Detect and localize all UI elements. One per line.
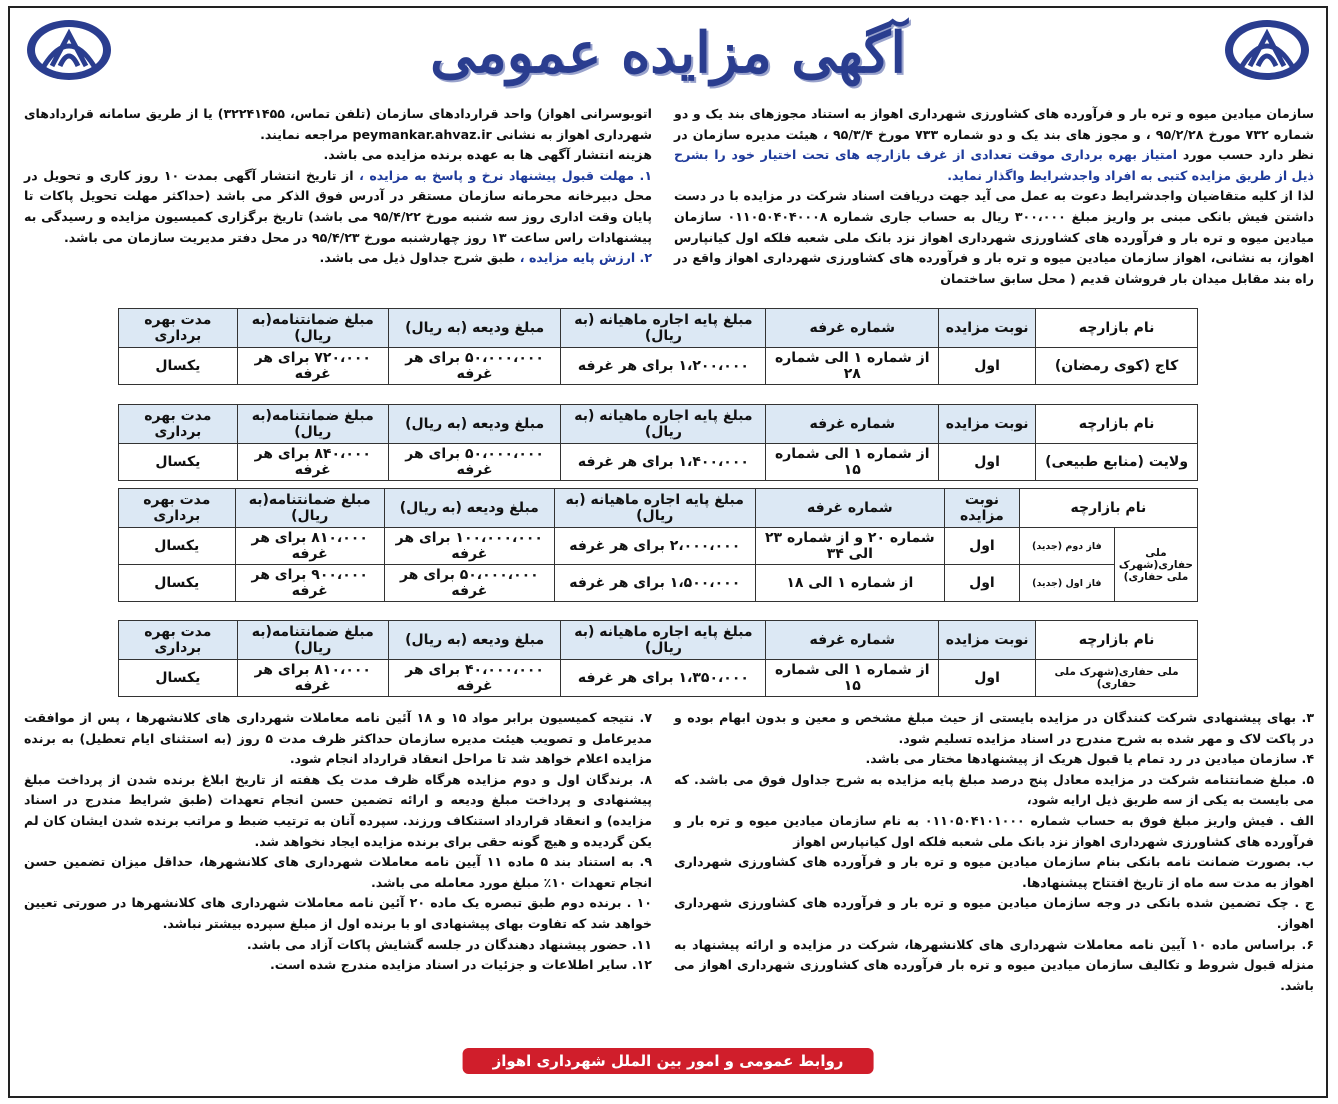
- cell-guarantee: ۷۲۰،۰۰۰ برای هر غرفه: [237, 348, 388, 385]
- cell-round: اول: [939, 660, 1036, 697]
- header-round: نوبت مزایده: [945, 489, 1020, 528]
- intro-highlight: امتیاز بهره برداری موقت تعدادی از غرف بازارچه های تحت اختیار خود را بشرح ذیل از طریق مزایده کتبی به افراد واجدشرایط واگذار نماید.: [674, 147, 1314, 183]
- header-round: نوبت مزایده: [939, 405, 1036, 444]
- cell-phase: فاز اول (جدید): [1019, 565, 1114, 602]
- cell-deposit: ۵۰،۰۰۰،۰۰۰ برای هر غرفه: [388, 348, 561, 385]
- header-deposit: مبلغ ودیعه (به ریال): [388, 405, 561, 444]
- header-booth: شماره غرفه: [766, 405, 939, 444]
- cell-guarantee: ۸۴۰،۰۰۰ برای هر غرفه: [237, 444, 388, 481]
- table-row: [119, 444, 1198, 481]
- header-rent: مبلغ پایه اجاره ماهیانه (به ریال): [561, 405, 766, 444]
- cell-guarantee: ۸۱۰،۰۰۰ برای هر غرفه: [235, 528, 384, 565]
- table-row: [119, 660, 1198, 697]
- header-guarantee: مبلغ ضمانتنامه(به ریال): [237, 621, 388, 660]
- table-header-row: [119, 489, 1198, 528]
- item-text: از تاریخ انتشار آگهی بمدت ۱۰ روز کاری و تحویل در محل دبیرخانه محرمانه سازمان مستقر در آدرس فوق الذکر می باشد (حداکثر مهلت تحویل پاکات تا پایان وقت اداری روز سه شنبه مورخ ۹۵/۴/۲۲ می باشد) تاریخ برگزاری کمیسیون مزایده و رسیدگی به پیشنهادات راس ساعت ۱۳ روز چهارشنبه مورخ ۹۵/۴/۲۳ در محل دفتر مدیریت سازمان می باشد.: [24, 167, 652, 245]
- cell-period: یکسال: [119, 348, 238, 385]
- cell-round: اول: [939, 444, 1036, 481]
- header-booth: شماره غرفه: [755, 489, 944, 528]
- condition-item: ۵. مبلغ ضمانتنامه شرکت در مزایده معادل پنج درصد مبلغ پایه مزایده به شرح جداول فوق می باشد. که می بایست به یکی از سه طریق ذیل ارایه شود،: [674, 771, 1314, 808]
- header-guarantee: مبلغ ضمانتنامه(به ریال): [235, 489, 384, 528]
- cell-bazaar: کاج (کوی رمضان): [1036, 348, 1198, 385]
- header-booth: شماره غرفه: [766, 621, 939, 660]
- condition-item: ۴. سازمان میادین در رد تمام یا قبول هریک از پیشنهادها مختار می باشد.: [865, 751, 1314, 767]
- condition-item: الف . فیش واریز مبلغ فوق به حساب شماره ۰۱۱۰۵۰۴۱۰۱۰۰۰ به نام سازمان میادین میوه و تره بار و فرآورده های کشاورزی شهرداری اهواز نزد بانک ملی شعبه فلکه اول کیانپارس اهواز: [674, 812, 1314, 849]
- cell-round: اول: [945, 565, 1020, 602]
- cell-period: یکسال: [119, 528, 236, 565]
- auction-table-4: [118, 620, 1198, 697]
- cell-booth: از شماره ۱ الی شماره ۱۵: [766, 444, 939, 481]
- cell-rent: ۱،۴۰۰،۰۰۰ برای هر غرفه: [561, 444, 766, 481]
- table-row: [119, 565, 1198, 602]
- cell-rent: ۱،۲۰۰،۰۰۰ برای هر غرفه: [561, 348, 766, 385]
- condition-item: ج . چک تضمین شده بانکی در وجه سازمان میادین میوه و تره بار و فرآورده های کشاورزی شهرداری اهواز.: [674, 895, 1314, 931]
- intro-right-column: [674, 104, 1314, 289]
- auction-table-1: [118, 308, 1198, 385]
- intro-paragraph: هزینه انتشار آگهی ها به عهده برنده مزایده می باشد.: [323, 147, 652, 163]
- conditions-right-column: [674, 708, 1314, 996]
- intro-paragraph: [24, 248, 652, 269]
- cell-deposit: ۵۰،۰۰۰،۰۰۰ برای هر غرفه: [384, 565, 554, 602]
- cell-guarantee: ۹۰۰،۰۰۰ برای هر غرفه: [235, 565, 384, 602]
- condition-item: ۷. نتیجه کمیسیون برابر مواد ۱۵ و ۱۸ آئین نامه معاملات شهرداری های کلانشهرها ، پس از موافقت مدیرعامل و تصویب هیئت مدیره سازمان حداکثر ظرف مدت ۵ روز (به استثنای ایام تعطیل) به برنده مزایده اعلام خواهد شد تا مراحل انعقاد قرارداد انجام شود.: [24, 710, 652, 767]
- table-row: [119, 348, 1198, 385]
- cell-booth: از شماره ۱ الی ۱۸: [755, 565, 944, 602]
- header-period: مدت بهره برداری: [119, 309, 238, 348]
- cell-deposit: ۵۰،۰۰۰،۰۰۰ برای هر غرفه: [388, 444, 561, 481]
- intro-text: سازمان میادین میوه و تره بار و فرآورده های کشاورزی شهرداری اهواز به استناد مجوزهای بند یک و دو شماره ۷۳۲ مورخ ۹۵/۲/۲۸ ، و مجوز های بند یک و دو شماره ۷۳۳ مورخ ۹۵/۳/۴ ، هیئت مدیره سازمان در نظر دارد حسب مورد: [674, 106, 1314, 163]
- header-guarantee: مبلغ ضمانتنامه(به ریال): [237, 309, 388, 348]
- header-period: مدت بهره برداری: [119, 621, 238, 660]
- page-title: آگهی مزایده عمومی: [430, 20, 906, 86]
- table-header-row: [119, 621, 1198, 660]
- header-deposit: مبلغ ودیعه (به ریال): [388, 309, 561, 348]
- header-rent: مبلغ پایه اجاره ماهیانه (به ریال): [554, 489, 755, 528]
- condition-item: ۳. بهای پیشنهادی شرکت کنندگان در مزایده بایستی از حیث مبلغ مشخص و معین و بدون ابهام بوده و در پاکت لاک و مهر شده به شرح مندرج در اسناد مزایده تسلیم شود.: [674, 710, 1314, 746]
- header-rent: مبلغ پایه اجاره ماهیانه (به ریال): [561, 309, 766, 348]
- cell-deposit: ۴۰،۰۰۰،۰۰۰ برای هر غرفه: [388, 660, 561, 697]
- intro-paragraph: اتوبوسرانی اهواز) واحد قراردادهای سازمان (تلفن تماس، ۳۲۲۴۱۴۵۵) یا از طریق سامانه قراردادهای شهرداری اهواز به نشانی peymankar.ahvaz.ir مراجعه نمایند.: [24, 106, 652, 142]
- cell-rent: ۲،۰۰۰،۰۰۰ برای هر غرفه: [554, 528, 755, 565]
- header-period: مدت بهره برداری: [119, 405, 238, 444]
- header-bazaar: نام بازارچه: [1036, 405, 1198, 444]
- header-guarantee: مبلغ ضمانتنامه(به ریال): [237, 405, 388, 444]
- condition-item: ب. بصورت ضمانت نامه بانکی بنام سازمان میادین میوه و تره بار و فرآورده های کشاورزی شهرداری اهواز به مدت سه ماه از تاریخ افتتاح پیشنهادها.: [674, 854, 1314, 890]
- header-bazaar: نام بازارچه: [1036, 621, 1198, 660]
- item-text: طبق شرح جداول ذیل می باشد.: [319, 250, 516, 266]
- header-rent: مبلغ پایه اجاره ماهیانه (به ریال): [561, 621, 766, 660]
- header-round: نوبت مزایده: [939, 309, 1036, 348]
- header-bazaar: نام بازارچه: [1036, 309, 1198, 348]
- intro-paragraph: [674, 104, 1314, 186]
- cell-period: یکسال: [119, 444, 238, 481]
- cell-round: اول: [939, 348, 1036, 385]
- condition-item: ۱۲. سایر اطلاعات و جزئیات در اسناد مزایده مندرج شده است.: [270, 957, 652, 973]
- table-header-row: [119, 405, 1198, 444]
- cell-period: یکسال: [119, 660, 238, 697]
- header-booth: شماره غرفه: [766, 309, 939, 348]
- notice-page: [8, 6, 1328, 1098]
- cell-rent: ۱،۳۵۰،۰۰۰ برای هر غرفه: [561, 660, 766, 697]
- cell-bazaar: ملی حفاری(شهرک ملی حفاری): [1114, 528, 1197, 602]
- auction-table-2: [118, 404, 1198, 481]
- cell-booth: از شماره ۱ الی شماره ۲۸: [766, 348, 939, 385]
- header-round: نوبت مزایده: [939, 621, 1036, 660]
- cell-booth: شماره ۲۰ و از شماره ۲۳ الی ۳۴: [755, 528, 944, 565]
- cell-guarantee: ۸۱۰،۰۰۰ برای هر غرفه: [237, 660, 388, 697]
- cell-bazaar: ولایت (منابع طبیعی): [1036, 444, 1198, 481]
- condition-item: ۶. براساس ماده ۱۰ آیین نامه معاملات شهرداری های کلانشهرها، شرکت در مزایده و ارائه پیشنهاد به منزله قبول شروط و تکالیف سازمان میادین میوه و تره بار فرآورده های کشاورزی شهرداری اهواز می باشد.: [674, 936, 1314, 993]
- auction-table-3: [118, 488, 1198, 602]
- condition-item: ۹. به استناد بند ۵ ماده ۱۱ آیین نامه معاملات شهرداری های کلانشهرها، حداقل میزان تضمین حسن انجام تعهدات ۱۰٪ مبلغ مورد معامله می باشد.: [24, 854, 652, 890]
- cell-period: یکسال: [119, 565, 236, 602]
- header-bazaar: نام بازارچه: [1019, 489, 1197, 528]
- header-deposit: مبلغ ودیعه (به ریال): [384, 489, 554, 528]
- condition-item: ۱۱. حضور پیشنهاد دهندگان در جلسه گشایش پاکات آزاد می باشد.: [246, 936, 652, 952]
- cell-rent: ۱،۵۰۰،۰۰۰ برای هر غرفه: [554, 565, 755, 602]
- cell-bazaar: ملی حفاری(شهرک ملی حفاری): [1036, 660, 1198, 697]
- condition-item: ۸. برندگان اول و دوم مزایده هرگاه ظرف مدت یک هفته از تاریخ ابلاغ برنده شدن از پرداخت مبلغ پیشنهادی و پرداخت مبلغ ودیعه و ارائه تضمین حسن انجام تعهدات (طبق شرایط مندرج در اسناد مزایده) و انعقاد قرارداد استنکاف ورزند. سپرده آنان به ترتیب ضبط و مراتب برنده شدن ایشان کان لم یکن گردیده و هیچ گونه حقی برای برنده مزایده ایجاد نخواهد شد.: [24, 771, 652, 849]
- header-period: مدت بهره برداری: [119, 489, 236, 528]
- cell-booth: از شماره ۱ الی شماره ۱۵: [766, 660, 939, 697]
- intro-paragraph: لذا از کلیه متقاضیان واجدشرایط دعوت به عمل می آید جهت دریافت اسناد شرکت در مزایده با در دست داشتن فیش بانکی مبنی بر واریز مبلغ ۳۰۰،۰۰۰ ریال به حساب جاری شماره ۰۱۱۰۵۰۴۰۴۰۰۰۸ سازمان میادین میوه و تره بار و فرآورده های کشاورزی شهرداری اهواز نزد بانک ملی شعبه فلکه اول کیانپارس اهواز، به نشانی، اهواز سازمان میادین میوه و تره بار و فرآورده های کشاورزی شهرداری اهواز واقع در راه بند مقابل میدان بار فروشان قدیم ( محل سابق ساختمان: [674, 188, 1315, 286]
- cell-phase: فاز دوم (جدید): [1019, 528, 1114, 565]
- cell-deposit: ۱۰۰،۰۰۰،۰۰۰ برای هر غرفه: [384, 528, 554, 565]
- footer-banner: روابط عمومی و امور بین الملل شهرداری اهواز: [463, 1048, 874, 1074]
- header-deposit: مبلغ ودیعه (به ریال): [388, 621, 561, 660]
- condition-item: ۱۰ . برنده دوم طبق تبصره یک ماده ۲۰ آئین نامه معاملات شهرداری های کلانشهرها در صورتی تعیین خواهد شد که تفاوت بهای پیشنهادی او با برنده اول از مبلغ سپرده بیشتر نباشد.: [24, 895, 652, 931]
- table-row: [119, 528, 1198, 565]
- table-header-row: [119, 309, 1198, 348]
- item-heading: ۲. ارزش پایه مزایده ،: [519, 250, 652, 266]
- conditions-left-column: [24, 708, 652, 976]
- item-heading: ۱. مهلت قبول پیشنهاد نرخ و پاسخ به مزایده ،: [359, 167, 653, 183]
- cell-round: اول: [945, 528, 1020, 565]
- intro-paragraph: [24, 166, 652, 248]
- intro-left-column: [24, 104, 652, 269]
